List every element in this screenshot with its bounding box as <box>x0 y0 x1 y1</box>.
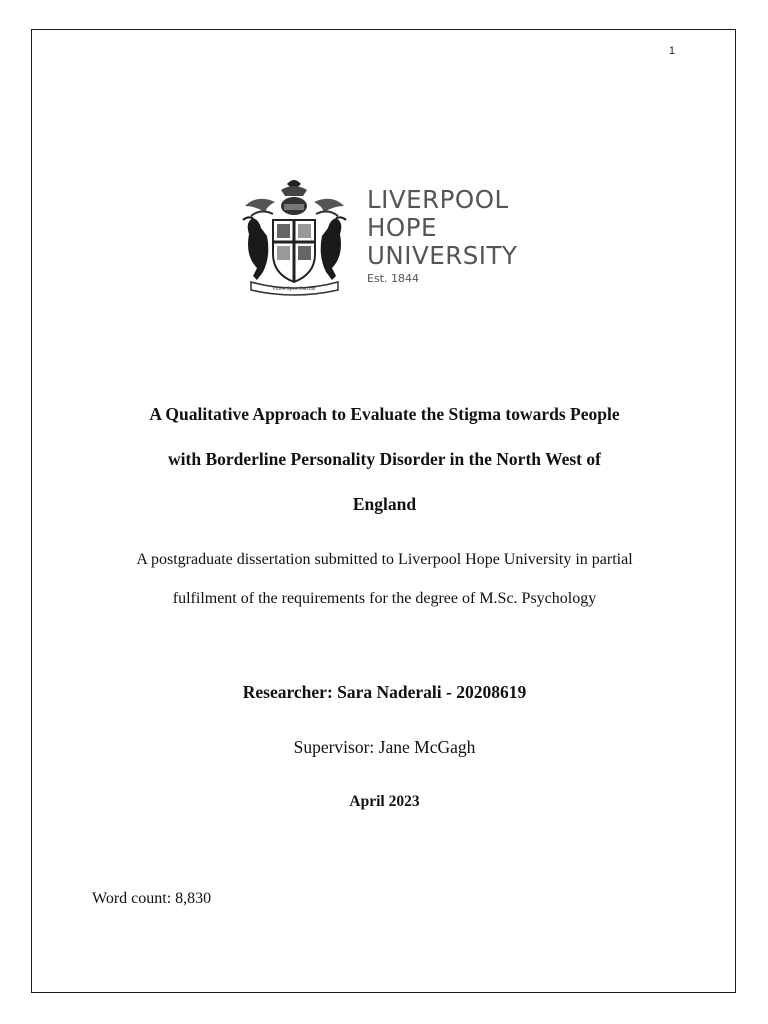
submission-date: April 2023 <box>349 793 420 810</box>
word-count: Word count: 8,830 <box>92 890 212 907</box>
university-logo <box>237 176 537 296</box>
motto-text: Fides Spes Caritas <box>272 287 316 292</box>
supervisor-line: Supervisor: Jane McGagh <box>293 737 476 757</box>
document-page <box>31 29 736 993</box>
title-line-1: A Qualitative Approach to Evaluate the Stigma towards People <box>149 404 620 424</box>
logo-line-1: LIVERPOOL <box>367 185 509 214</box>
title-line-2: with Borderline Personality Disorder in the North West of <box>168 449 601 469</box>
logo-line-3: UNIVERSITY <box>367 241 518 270</box>
subtitle-line-1: A postgraduate dissertation submitted to Liverpool Hope University in partial <box>136 551 633 568</box>
university-crest-icon <box>237 176 352 296</box>
subtitle-line-2: fulfilment of the requirements for the degree of M.Sc. Psychology <box>172 590 597 607</box>
dissertation-title <box>72 392 697 527</box>
logo-established: Est. 1844 <box>367 272 419 285</box>
logo-line-2: HOPE <box>367 213 437 242</box>
page-number: 1 <box>668 45 675 57</box>
dissertation-subtitle <box>72 540 697 618</box>
researcher-line: Researcher: Sara Naderali - 20208619 <box>242 682 527 702</box>
logo-wordmark <box>367 186 517 285</box>
title-line-3: England <box>352 494 417 514</box>
